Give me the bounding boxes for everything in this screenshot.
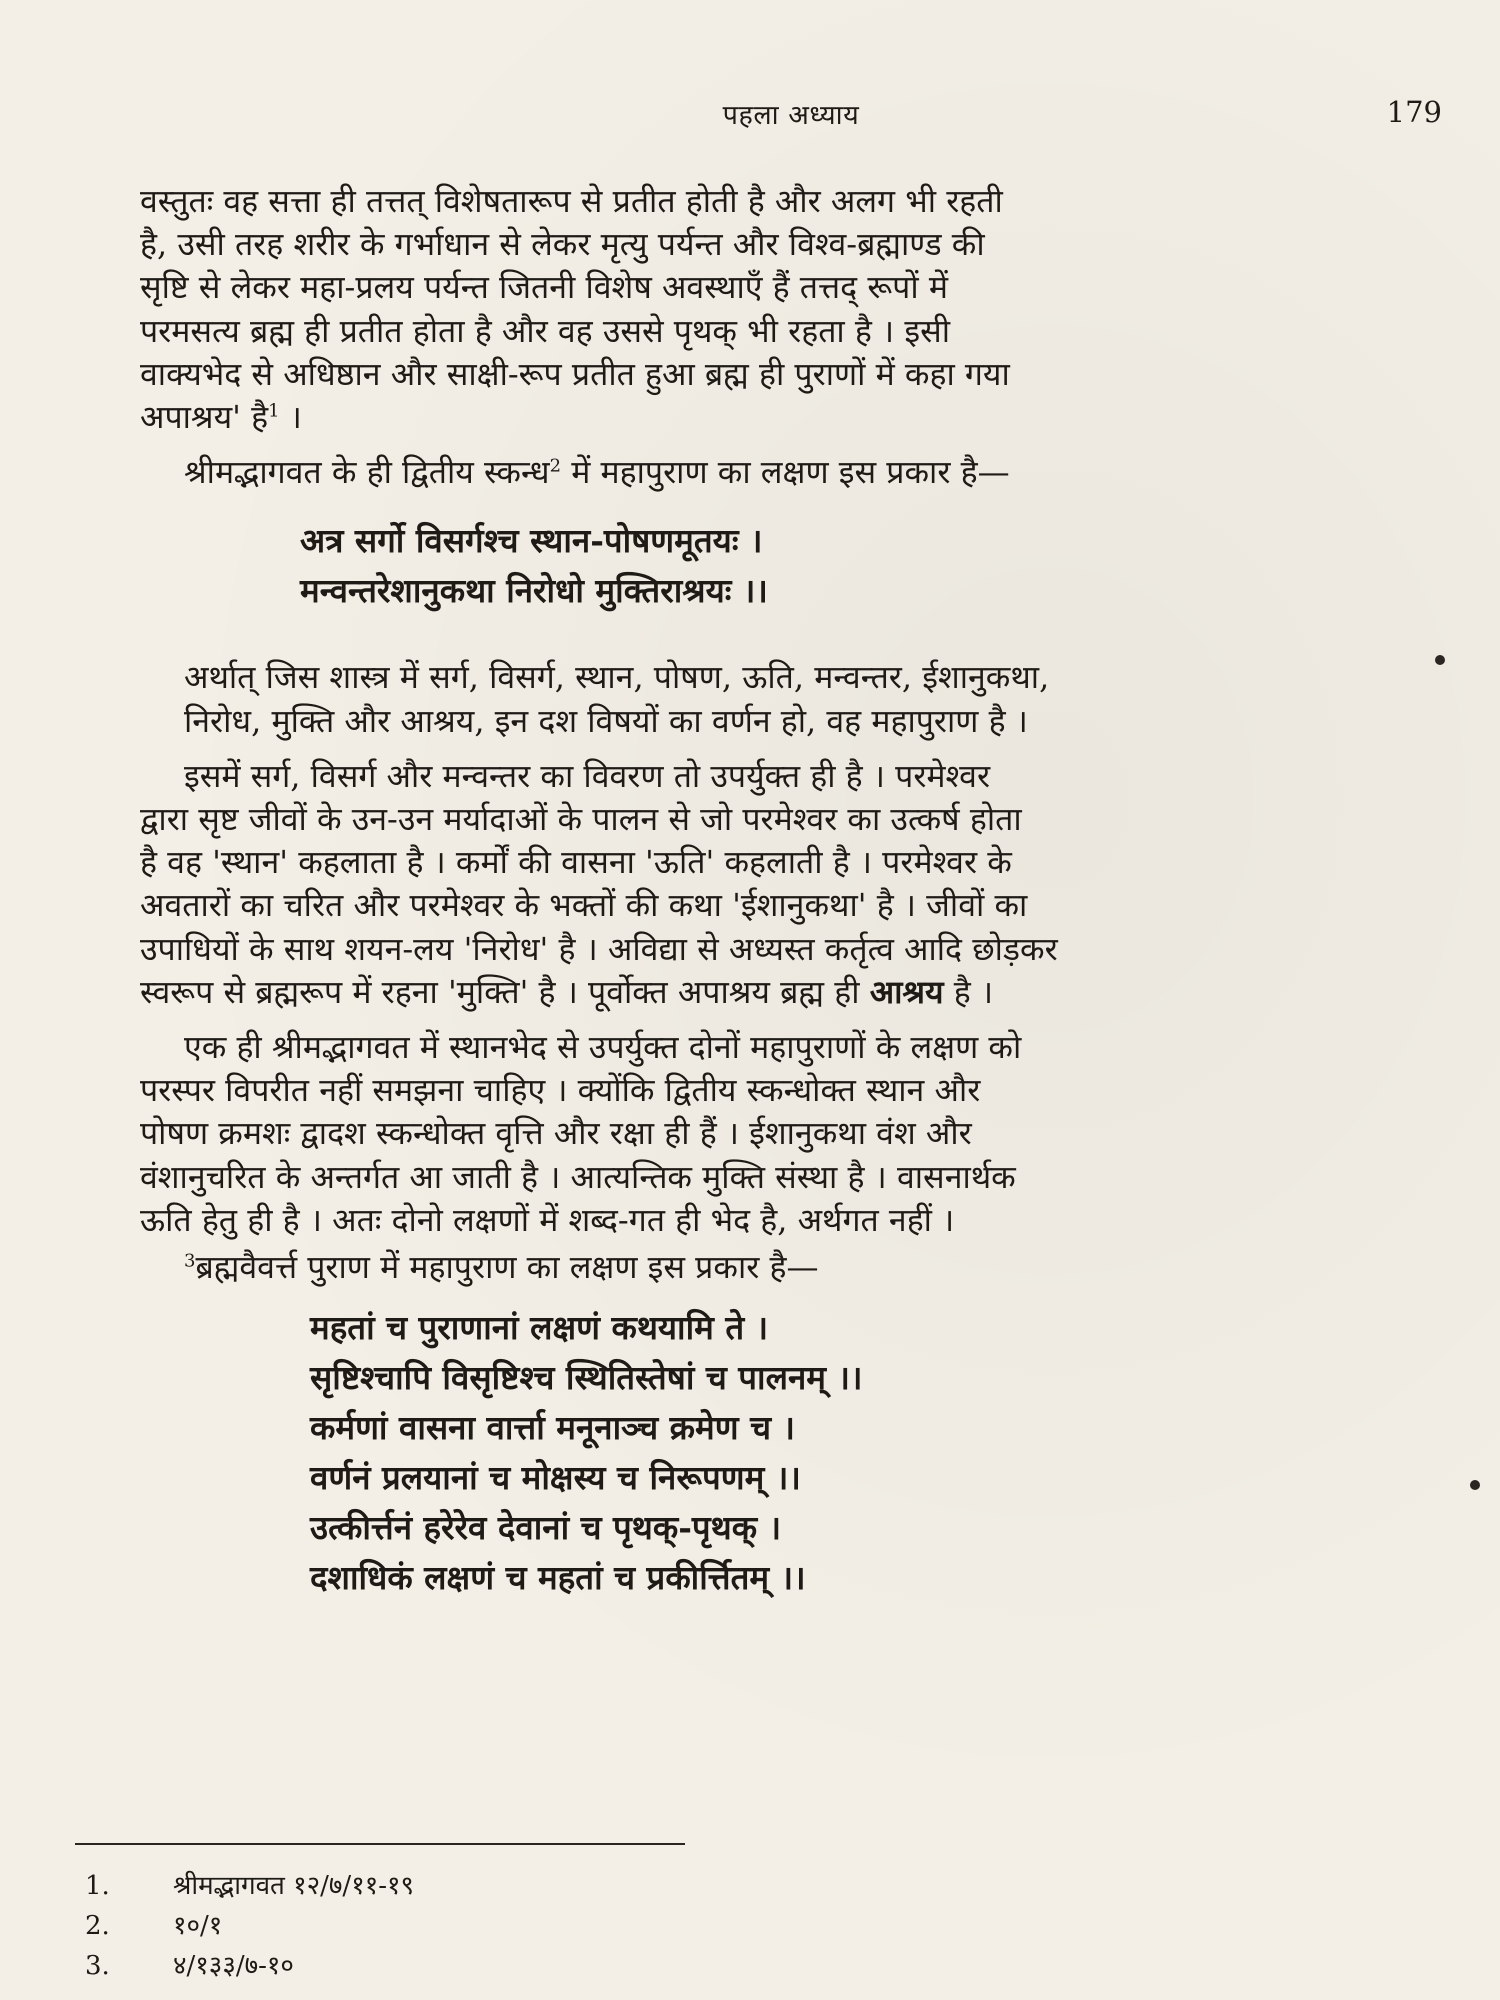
verse-line: अत्र सर्गो विसर्गश्च स्थान-पोषणमूतयः । [300, 521, 763, 561]
paragraph-1 [140, 180, 1442, 439]
text-fragment: अपाश्रय' है [140, 398, 269, 437]
bold-term: आश्रय [869, 972, 944, 1011]
footnote-text: श्रीमद्भागवत १२/७/११-१९ [173, 1871, 415, 1901]
text-line: पोषण क्रमशः द्वादश स्कन्धोक्त वृत्ति और रक्षा ही हैं । ईशानुकथा वंश और [140, 1114, 972, 1153]
ink-speck [1470, 1480, 1480, 1490]
text-line: है, उसी तरह शरीर के गर्भाधान से लेकर मृत्यु पर्यन्त और विश्व-ब्रह्माण्ड की [140, 225, 985, 264]
footnote-ref-2: 2 [549, 455, 562, 477]
text-line: अवतारों का चरित और परमेश्वर के भक्तों की कथा 'ईशानुकथा' है । जीवों का [140, 886, 1028, 925]
chapter-title: पहला अध्याय [722, 100, 860, 131]
footnote-ref-3: 3 [184, 1250, 196, 1272]
page-header [140, 95, 1442, 139]
text-line: उपाधियों के साथ शयन-लय 'निरोध' है । अविद्या से अध्यस्त कर्तृत्व आदि छोड़कर [140, 929, 1058, 968]
text-line [184, 1246, 1442, 1289]
text-line: निरोध, मुक्ति और आश्रय, इन दश विषयों का वर्णन हो, वह महापुराण है । [184, 701, 1028, 740]
verse-line: मन्वन्तरेशानुकथा निरोधो मुक्तिराश्रयः ।। [300, 571, 768, 611]
text-line: वंशानुचरित के अन्तर्गत आ जाती है । आत्यन्तिक मुक्ति संस्था है । वासनार्थक [140, 1157, 1016, 1196]
text-fragment: श्रीमद्भागवत के ही द्वितीय स्कन्ध [184, 453, 550, 492]
verse-line: वर्णनं प्रलयानां च मोक्षस्य च निरूपणम् ।। [310, 1458, 801, 1498]
footnote-1 [85, 1866, 985, 1906]
text-line: वाक्यभेद से अधिष्ठान और साक्षी-रूप प्रतीत हुआ ब्रह्म ही पुराणों में कहा गया [140, 354, 1010, 393]
text-fragment: में महापुराण का लक्षण इस प्रकार है— [561, 453, 1010, 492]
footnote-number: 3. [85, 1951, 110, 1981]
footnote-divider [75, 1843, 685, 1845]
footnote-text: ४/१३३/७-१० [173, 1951, 294, 1981]
sanskrit-verse-1 [300, 516, 1442, 616]
text-fragment: । [279, 398, 302, 437]
paragraph-4 [140, 755, 1442, 1014]
text-line: परमसत्य ब्रह्म ही प्रतीत होता है और वह उससे पृथक् भी रहता है । इसी [140, 311, 950, 350]
text-fragment: ब्रह्मवैवर्त्त पुराण में महापुराण का लक्षण इस प्रकार है— [195, 1248, 819, 1287]
text-line: सृष्टि से लेकर महा-प्रलय पर्यन्त जितनी विशेष अवस्थाएँ हैं तत्तद् रूपों में [140, 268, 948, 307]
text-fragment: है । [943, 972, 994, 1011]
footnote-text: १०/१ [173, 1911, 223, 1941]
footnote-2 [85, 1906, 985, 1946]
sanskrit-verse-2 [310, 1303, 1442, 1603]
text-line: ऊति हेतु ही है । अतः दोनो लक्षणों में शब्द-गत ही भेद है, अर्थगत नहीं । [140, 1200, 955, 1239]
text-fragment: स्वरूप से ब्रह्मरूप में रहना 'मुक्ति' है । पूर्वोक्त अपाश्रय ब्रह्म ही [140, 972, 870, 1011]
verse-line: महतां च पुराणानां लक्षणं कथयामि ते । [310, 1308, 769, 1348]
text-line [184, 451, 1442, 494]
ink-speck [1435, 655, 1445, 665]
paragraph-2 [140, 451, 1442, 494]
paragraph-5 [140, 1026, 1442, 1242]
page-body [140, 180, 1442, 1603]
footnotes [85, 1866, 985, 1986]
text-line: है वह 'स्थान' कहलाता है । कर्मों की वासना 'ऊति' कहलाती है । परमेश्वर के [140, 843, 1012, 882]
text-line: अर्थात् जिस शास्त्र में सर्ग, विसर्ग, स्थान, पोषण, ऊति, मन्वन्तर, ईशानुकथा, [184, 658, 1050, 697]
text-line [140, 971, 1442, 1014]
text-line: वस्तुतः वह सत्ता ही तत्तत् विशेषतारूप से प्रतीत होती है और अलग भी रहती [140, 182, 1003, 220]
text-line: एक ही श्रीमद्भागवत में स्थानभेद से उपर्युक्त दोनों महापुराणों के लक्षण को [184, 1028, 1022, 1067]
text-line [140, 396, 1442, 439]
footnote-ref-1: 1 [268, 400, 280, 422]
footnote-number: 1. [85, 1871, 110, 1901]
footnote-number: 2. [85, 1911, 110, 1941]
page-number: 179 [1386, 95, 1442, 129]
text-line: द्वारा सृष्ट जीवों के उन-उन मर्यादाओं के पालन से जो परमेश्वर का उत्कर्ष होता [140, 800, 1022, 839]
verse-line: कर्मणां वासना वार्त्ता मनूनाञ्च क्रमेण च । [310, 1408, 796, 1448]
paragraph-6 [140, 1246, 1442, 1289]
verse-line: सृष्टिश्चापि विसृष्टिश्च स्थितिस्तेषां च पालनम् ।। [310, 1358, 863, 1398]
text-line: इसमें सर्ग, विसर्ग और मन्वन्तर का विवरण तो उपर्युक्त ही है । परमेश्वर [184, 756, 991, 795]
footnote-3 [85, 1946, 985, 1986]
text-line: परस्पर विपरीत नहीं समझना चाहिए । क्योंकि द्वितीय स्कन्धोक्त स्थान और [140, 1071, 981, 1110]
verse-line: दशाधिकं लक्षणं च महतां च प्रकीर्त्तितम् ।। [310, 1558, 806, 1598]
verse-line: उत्कीर्त्तनं हरेरेव देवानां च पृथक्-पृथक् । [310, 1508, 782, 1548]
paragraph-3 [140, 656, 1442, 742]
